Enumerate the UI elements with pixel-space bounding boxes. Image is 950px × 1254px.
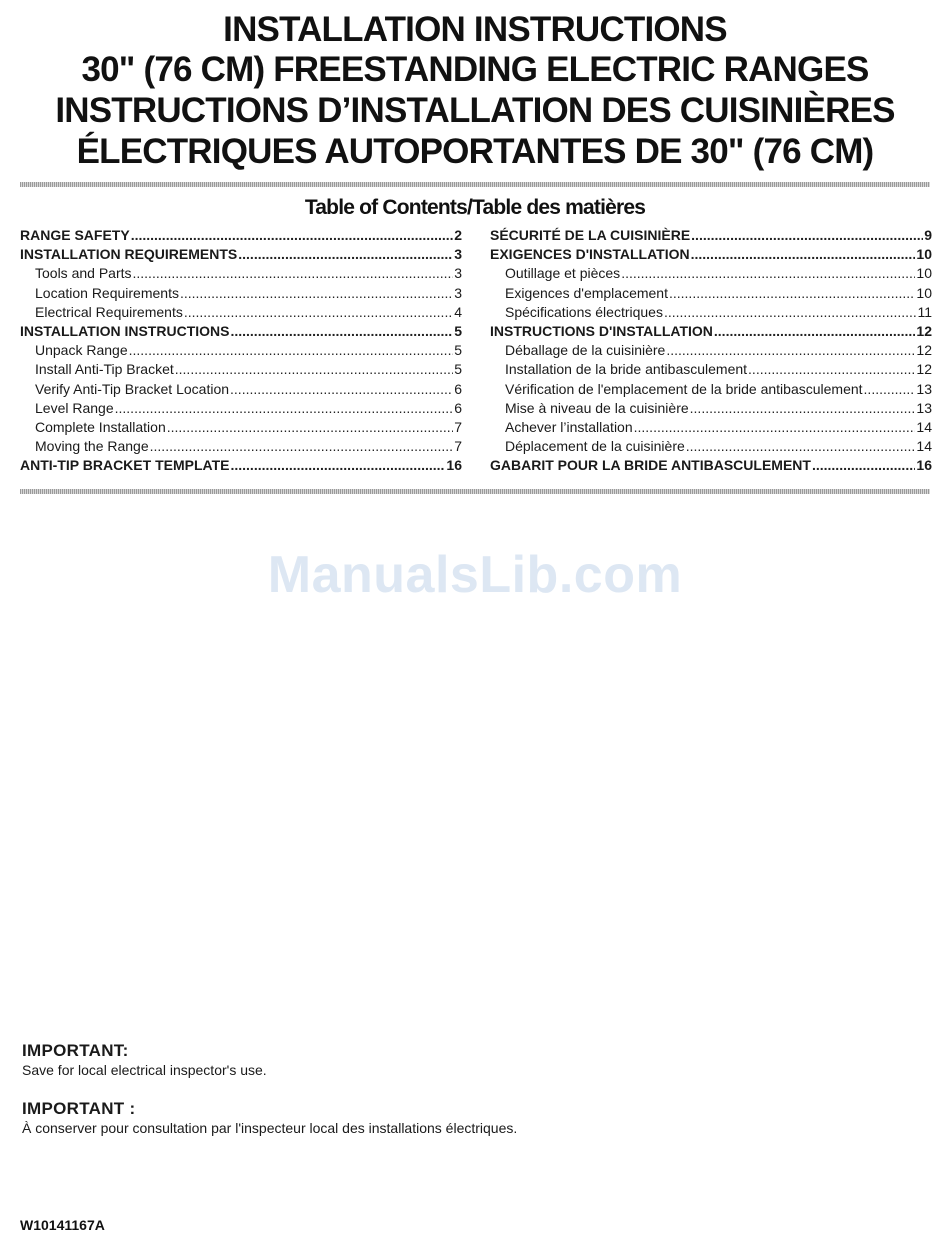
- toc-entry-label: Verify Anti-Tip Bracket Location: [35, 380, 230, 397]
- important-text-english: Save for local electrical inspector's use.: [22, 1062, 267, 1078]
- toc-entry-label: Exigences d'emplacement: [505, 284, 668, 301]
- toc-dot-leader: [167, 418, 453, 437]
- toc-entry-label: Mise à niveau de la cuisinière: [505, 399, 689, 416]
- toc-entry-page: 5: [454, 342, 462, 359]
- toc-dot-leader: [150, 437, 454, 456]
- toc-dot-leader: [133, 264, 454, 283]
- toc-entry-label: Déballage de la cuisinière: [505, 342, 666, 359]
- toc-entry-label: Location Requirements: [35, 284, 179, 301]
- toc-dot-leader: [669, 284, 915, 303]
- title-line-french-2: ÉLECTRIQUES AUTOPORTANTES DE 30" (76 CM): [76, 132, 874, 171]
- important-note-english: [22, 1041, 267, 1079]
- toc-entry-label: Complete Installation: [35, 418, 166, 435]
- toc-entry-label: SÉCURITÉ DE LA CUISINIÈRE: [490, 227, 691, 243]
- toc-entry[interactable]: [20, 399, 462, 418]
- toc-entry-label: Unpack Range: [35, 342, 128, 359]
- toc-entry[interactable]: [20, 380, 462, 399]
- important-text-french: À conserver pour consultation par l'inspecteur local des installations électriques.: [22, 1120, 518, 1136]
- toc-entry[interactable]: [20, 284, 462, 303]
- toc-dot-leader: [230, 322, 453, 341]
- toc-entry-page: 7: [454, 418, 462, 435]
- toc-entry-label: Installation de la bride antibasculement: [505, 361, 748, 378]
- toc-entry-page: 14: [916, 418, 932, 435]
- toc-entry[interactable]: [490, 226, 932, 245]
- toc-entry[interactable]: [490, 380, 932, 399]
- toc-dot-leader: [864, 380, 916, 399]
- title-line-french-1: INSTRUCTIONS D’INSTALLATION DES CUISINIÈRES: [55, 91, 895, 130]
- toc-entry-label: Déplacement de la cuisinière: [505, 438, 685, 455]
- toc-entry-page: 6: [454, 399, 462, 416]
- top-divider: [20, 182, 930, 187]
- toc-entry[interactable]: [20, 341, 462, 360]
- toc-entry[interactable]: [490, 284, 932, 303]
- toc-dot-leader: [666, 341, 915, 360]
- toc-entry[interactable]: [20, 360, 462, 379]
- toc-entry-page: 2: [454, 227, 462, 243]
- toc-entry-label: Install Anti-Tip Bracket: [35, 361, 174, 378]
- important-heading-french: IMPORTANT :: [22, 1099, 136, 1118]
- toc-entry-label: EXIGENCES D'INSTALLATION: [490, 246, 690, 263]
- toc-dot-leader: [131, 226, 454, 245]
- toc-entry[interactable]: [490, 437, 932, 456]
- toc-dot-leader: [686, 437, 916, 456]
- toc-entry[interactable]: [490, 360, 932, 379]
- toc-entry[interactable]: [20, 303, 462, 322]
- toc-entry[interactable]: [490, 303, 932, 322]
- toc-entry-page: 3: [454, 265, 462, 282]
- toc-entry-page: 13: [916, 380, 932, 397]
- toc-entry-page: 5: [454, 361, 462, 378]
- toc-dot-leader: [621, 264, 915, 283]
- toc-entry-label: Tools and Parts: [35, 265, 132, 282]
- toc-entry-page: 10: [916, 246, 932, 263]
- toc-entry[interactable]: [490, 264, 932, 283]
- title-line-english-1: INSTALLATION INSTRUCTIONS: [223, 10, 727, 49]
- toc-entry-page: 4: [454, 303, 462, 320]
- toc-entry[interactable]: [20, 264, 462, 283]
- toc-entry[interactable]: [490, 341, 932, 360]
- toc-dot-leader: [238, 245, 453, 264]
- toc-entry[interactable]: [490, 322, 932, 341]
- toc-dot-leader: [115, 399, 454, 418]
- bottom-divider: [20, 489, 930, 494]
- toc-entry[interactable]: [490, 399, 932, 418]
- toc-dot-leader: [691, 245, 916, 264]
- toc-entry[interactable]: [20, 245, 462, 264]
- toc-dot-leader: [129, 341, 454, 360]
- toc-entry[interactable]: [490, 418, 932, 437]
- toc-entry[interactable]: [20, 437, 462, 456]
- toc-entry-page: 9: [924, 227, 932, 243]
- toc-dot-leader: [691, 226, 923, 245]
- toc-french-column: [490, 226, 932, 475]
- toc-dot-leader: [230, 380, 453, 399]
- toc-entry-page: 16: [916, 457, 932, 474]
- toc-entry-label: GABARIT POUR LA BRIDE ANTIBASCULEMENT: [490, 457, 811, 474]
- toc-entry-label: Vérification de l'emplacement de la bride antibasculement: [505, 380, 863, 397]
- toc-entry-page: 12: [916, 322, 932, 339]
- document-title: [0, 10, 950, 172]
- important-heading-english: IMPORTANT:: [22, 1041, 129, 1060]
- toc-entry-page: 13: [916, 399, 932, 416]
- toc-entry-label: Level Range: [35, 399, 114, 416]
- toc-entry-label: Spécifications électriques: [505, 303, 663, 320]
- toc-entry[interactable]: [20, 226, 462, 245]
- toc-entry-label: ANTI-TIP BRACKET TEMPLATE: [20, 457, 230, 474]
- watermark: ManualsLib.com: [267, 546, 683, 604]
- toc-dot-leader: [175, 360, 453, 379]
- toc-entry-label: Moving the Range: [35, 438, 149, 455]
- toc-entry-page: 10: [916, 284, 932, 301]
- document-code: W10141167A: [20, 1217, 105, 1233]
- toc-entry[interactable]: [20, 418, 462, 437]
- toc-dot-leader: [634, 418, 916, 437]
- toc-entry-page: 14: [916, 438, 932, 455]
- toc-dot-leader: [230, 456, 445, 475]
- toc-entry-page: 5: [454, 322, 462, 339]
- toc-entry-label: RANGE SAFETY: [20, 227, 130, 243]
- toc-dot-leader: [664, 303, 916, 322]
- toc-entry-label: INSTRUCTIONS D'INSTALLATION: [490, 322, 713, 339]
- toc-entry[interactable]: [490, 456, 932, 475]
- toc-dot-leader: [748, 360, 915, 379]
- important-note-french: [22, 1099, 517, 1137]
- toc-entry-page: 10: [916, 265, 932, 282]
- toc-english-column: [20, 226, 462, 475]
- toc-entry-label: INSTALLATION INSTRUCTIONS: [20, 322, 230, 339]
- toc-entry-label: Achever l’installation: [505, 418, 633, 435]
- toc-entry[interactable]: [20, 322, 462, 341]
- toc-entry-page: 7: [454, 438, 462, 455]
- toc-entry-page: 11: [917, 303, 932, 320]
- toc-dot-leader: [184, 303, 453, 322]
- toc-entry-page: 12: [916, 342, 932, 359]
- toc-entry[interactable]: [490, 245, 932, 264]
- title-line-english-2: 30" (76 CM) FREESTANDING ELECTRIC RANGES: [81, 50, 869, 89]
- toc-entry-page: 12: [916, 361, 932, 378]
- toc-entry-page: 16: [446, 457, 462, 474]
- toc-entry-page: 3: [454, 284, 462, 301]
- toc-dot-leader: [714, 322, 916, 341]
- toc-heading: Table of Contents/Table des matières: [304, 196, 646, 219]
- toc-dot-leader: [690, 399, 916, 418]
- toc-entry-page: 3: [454, 246, 462, 263]
- toc-entry-label: Electrical Requirements: [35, 303, 183, 320]
- toc-entry-page: 6: [454, 380, 462, 397]
- toc-dot-leader: [812, 456, 915, 475]
- toc-entry[interactable]: [20, 456, 462, 475]
- toc-dot-leader: [180, 284, 453, 303]
- toc-entry-label: Outillage et pièces: [505, 265, 621, 282]
- toc-entry-label: INSTALLATION REQUIREMENTS: [20, 246, 238, 263]
